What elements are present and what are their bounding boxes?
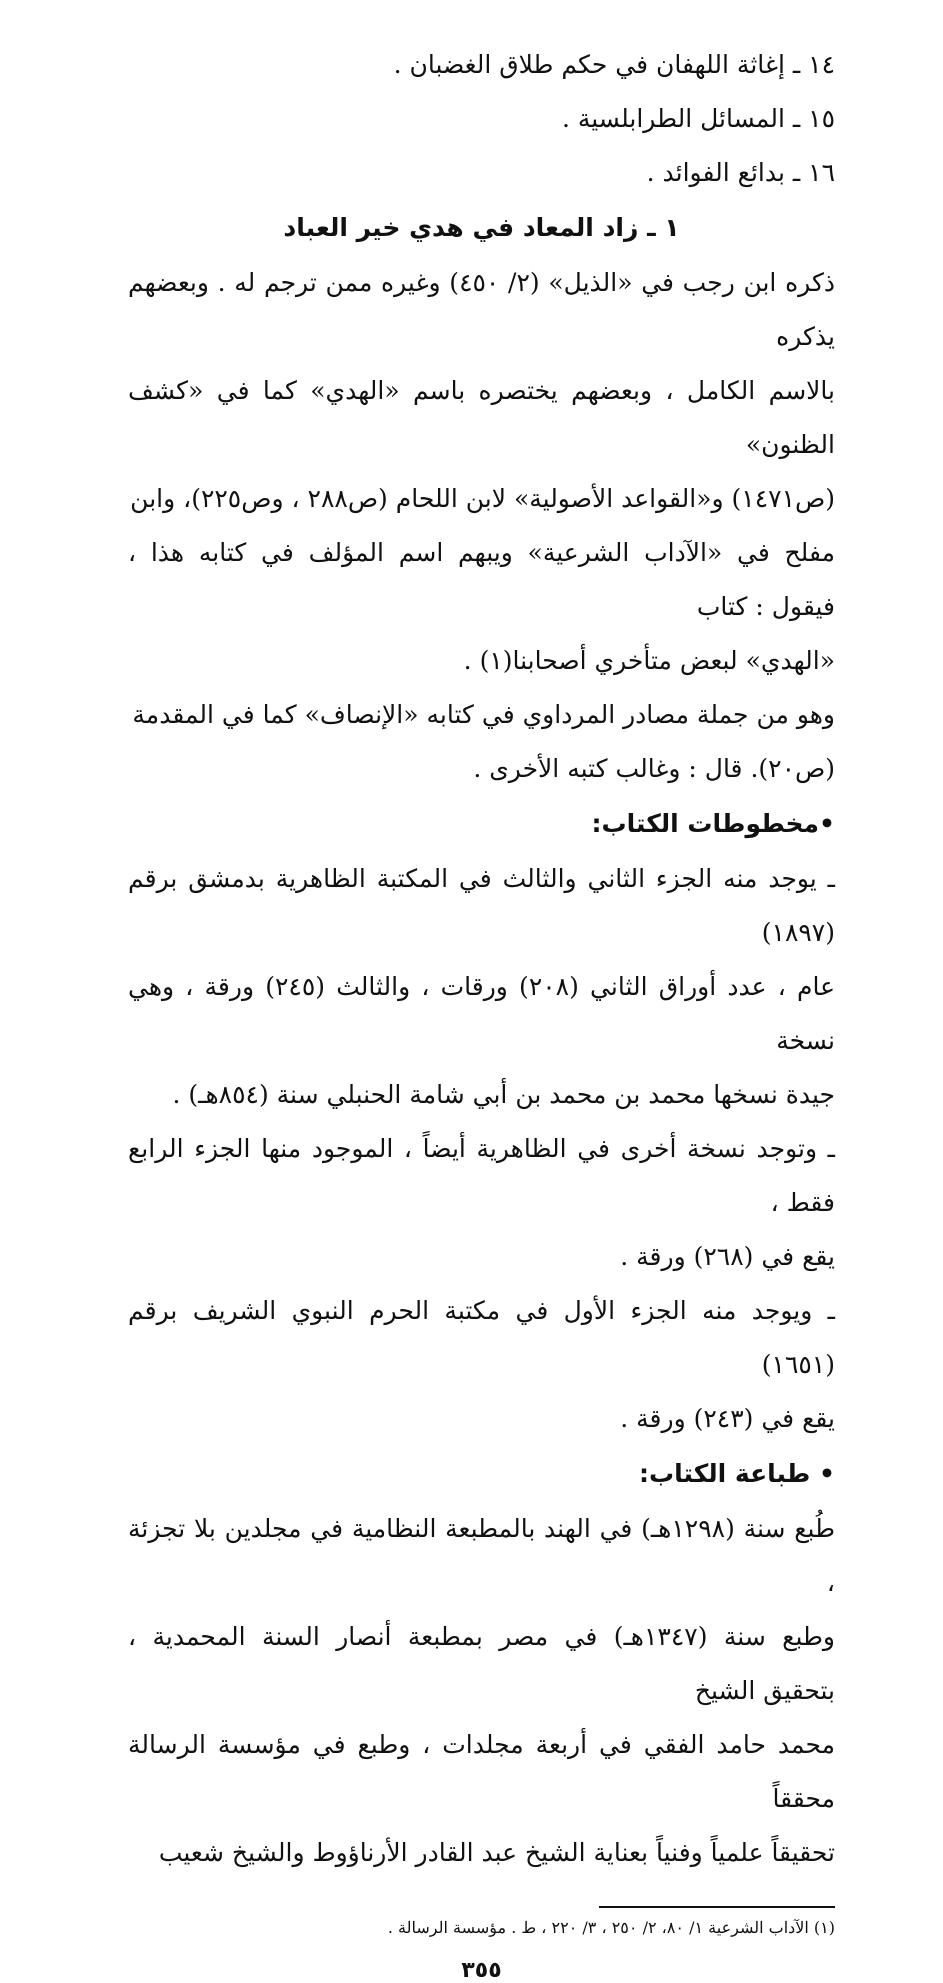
paragraph-printing — [128, 1502, 835, 1880]
paragraph-manuscript-1 — [128, 852, 835, 1122]
list-item: ١٦ ـ بدائع الفوائد . — [646, 158, 835, 187]
list-item: ١٤ ـ إغاثة اللهفان في حكم طلاق الغضبان . — [393, 50, 835, 79]
subheading-printing: • طباعة الكتاب: — [639, 1459, 835, 1488]
text-line: ـ ويوجد منه الجزء الأول في مكتبة الحرم النبوي الشريف برقم (١٦٥١) — [128, 1296, 835, 1379]
footnote: (١) الآداب الشرعية ١/ ٨٠، ٢/ ٢٥٠ ، ٣/ ٢٢٠ ، ط . مؤسسة الرسالة . — [387, 1918, 835, 1937]
footnote-divider — [599, 1906, 835, 1908]
text-line: «الهدي» لبعض متأخري أصحابنا(١) . — [463, 646, 835, 675]
numbered-list — [128, 38, 835, 200]
text-line: محمد حامد الفقي في أربعة مجلدات ، وطبع في مؤسسة الرسالة محققاً — [128, 1730, 835, 1813]
text-line: وهو من جملة مصادر المرداوي في كتابه «الإنصاف» كما في المقدمة — [132, 700, 835, 729]
paragraph-mention — [128, 256, 835, 688]
text-line: عام ، عدد أوراق الثاني (٢٠٨) ورقات ، والثالث (٢٤٥) ورقة ، وهي نسخة — [128, 972, 835, 1055]
paragraph-sources — [128, 688, 835, 796]
list-item: ١٥ ـ المسائل الطرابلسية . — [561, 104, 835, 133]
page-number: ٣٥٥ — [461, 1958, 502, 1983]
text-line: مفلح في «الآداب الشرعية» ويبهم اسم المؤلف في كتابه هذا ، فيقول : كتاب — [128, 538, 835, 621]
text-line: يقع في (٢٦٨) ورقة . — [620, 1242, 835, 1271]
section-title-zad-almaad: ١ ـ زاد المعاد في هدي خير العباد — [283, 213, 680, 242]
text-line: وطبع سنة (١٣٤٧هـ) في مصر بمطبعة أنصار السنة المحمدية ، بتحقيق الشيخ — [128, 1622, 835, 1705]
text-line: تحقيقاً علمياً وفنياً بعناية الشيخ عبد القادر الأرناؤوط والشيخ شعيب — [158, 1838, 835, 1867]
paragraph-manuscript-3 — [128, 1284, 835, 1446]
text-line: ـ يوجد منه الجزء الثاني والثالث في المكتبة الظاهرية بدمشق برقم (١٨٩٧) — [128, 864, 835, 947]
text-line: (ص١٤٧١) و«القواعد الأصولية» لابن اللحام (ص٢٨٨ ، وص٢٢٥)، وابن — [130, 484, 835, 513]
text-line: ذكره ابن رجب في «الذيل» (٢/ ٤٥٠) وغيره ممن ترجم له . وبعضهم يذكره — [128, 268, 835, 351]
text-line: بالاسم الكامل ، وبعضهم يختصره باسم «الهدي» كما في «كشف الظنون» — [128, 376, 835, 459]
text-line: طُبع سنة (١٢٩٨هـ) في الهند بالمطبعة النظامية في مجلدين بلا تجزئة ، — [128, 1514, 835, 1597]
text-line: (ص٢٠). قال : وغالب كتبه الأخرى . — [473, 754, 835, 783]
text-line: يقع في (٢٤٣) ورقة . — [620, 1404, 835, 1433]
subheading-manuscripts: •مخطوطات الكتاب: — [591, 809, 835, 838]
text-line: جيدة نسخها محمد بن محمد بن أبي شامة الحنبلي سنة (٨٥٤هـ) . — [172, 1080, 835, 1109]
text-line: ـ وتوجد نسخة أخرى في الظاهرية أيضاً ، الموجود منها الجزء الرابع فقط ، — [128, 1134, 835, 1217]
paragraph-manuscript-2 — [128, 1122, 835, 1284]
